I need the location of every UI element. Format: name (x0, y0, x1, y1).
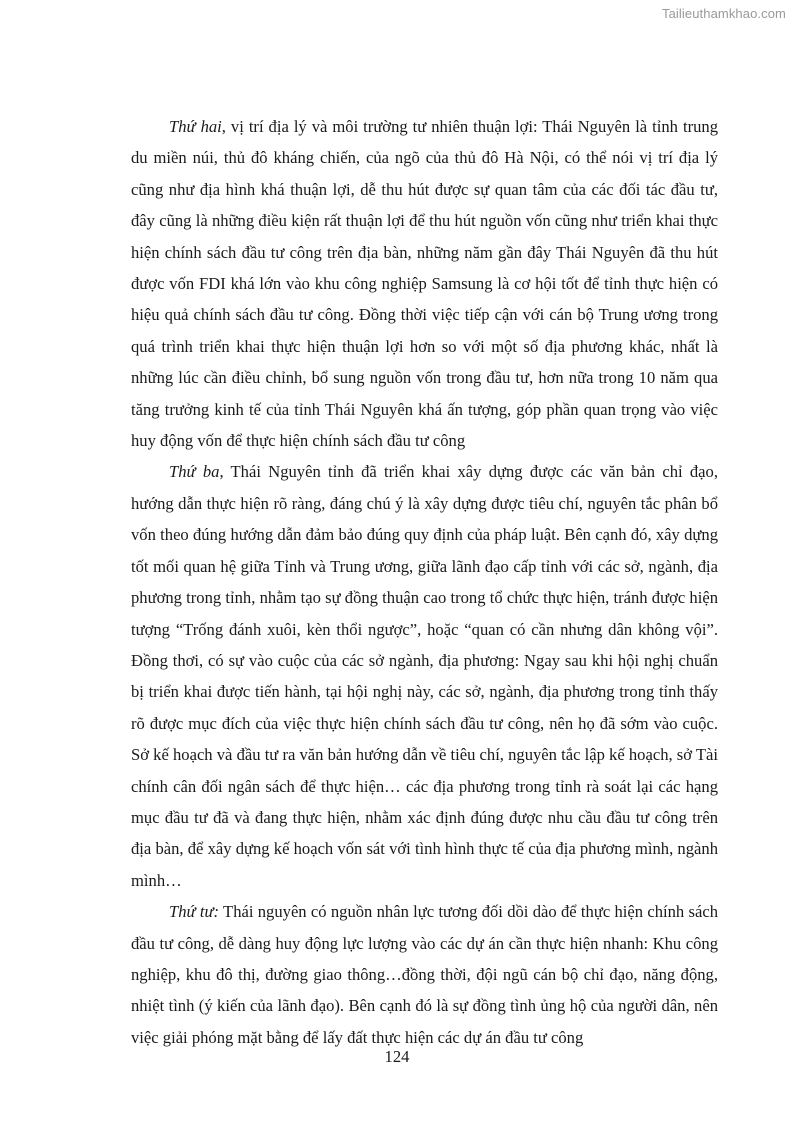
paragraph-lead: Thứ hai (169, 117, 222, 136)
page-number: 124 (384, 1047, 410, 1066)
paragraph-text: Thái nguyên có nguồn nhân lực tương đối dồi dào để thực hiện chính sách đầu tư công, dễ dàng huy động lực lượng vào các dự án cần thực hiện nhanh: Khu công nghiệp, khu đô thị, đường giao thông…đồng thời, đội ngũ cán bộ chỉ đạo, năng động, nhiệt tình (ý kiến của lãnh đạo). Bên cạnh đó là sự đồng tình ủng hộ của người dân, nên việc giải phóng mặt bằng để lấy đất thực hiện các dự án đầu tư công (131, 902, 718, 1047)
paragraph-lead: Thứ tư: (169, 902, 220, 922)
paragraph-lead: Thứ ba (169, 462, 220, 482)
paragraph-text: , Thái Nguyên tỉnh đã triển khai xây dựng được các văn bản chỉ đạo, hướng dẫn thực hiện rõ ràng, đáng chú ý là xây dựng được tiêu chí, nguyên tắc phân bổ vốn theo đúng hướng dẫn đảm bảo đúng quy định của pháp luật. Bên cạnh đó, xây dựng tốt mối quan hệ giữa Tỉnh và Trung ương, giữa lãnh đạo cấp tỉnh với các sở, ngành, địa phương trong tỉnh, nhằm tạo sự đồng thuận cao trong tổ chức thực hiện, tránh được hiện tượng “Trống đánh xuôi, kèn thổi ngược”, hoặc “quan có cần nhưng dân không vội”. Đồng thơi, có sự vào cuộc của các sở ngành, địa phương: Ngay sau khi hội nghị chuẩn bị triển khai được tiến hành, tại hội nghị này, các sở, ngành, địa phương trong tỉnh thấy rõ được mục đích của việc thực hiện chính sách đầu tư công, nên họ đã sớm vào cuộc. Sở kế hoạch và đầu tư ra văn bản hướng dẫn về tiêu chí, nguyên tắc lập kế hoạch, sở Tài chính cân đối ngân sách để thực hiện… các địa phương trong tỉnh rà soát lại các hạng mục đầu tư đã và đang thực hiện, nhằm xác định đúng được nhu cầu đầu tư công trên địa bàn, để xây dựng kế hoạch vốn sát với tình hình thực tế của địa phương mình, ngành mình… (131, 462, 718, 890)
document-body (131, 111, 718, 1053)
paragraph-text: , vị trí địa lý và môi trường tư nhiên thuận lợi: Thái Nguyên là tỉnh trung du miền núi, thủ đô kháng chiến, của ngõ của thủ đô Hà Nội, có thể nói vị trí địa lý cũng như địa hình khá thuận lợi, dễ thu hút được sự quan tâm của các đối tác đầu tư, đây cũng là những điều kiện rất thuận lợi để thu hút nguồn vốn cũng như triển khai thực hiện chính sách đầu tư công trên địa bàn, những năm gần đây Thái Nguyên đã thu hút được vốn FDI khá lớn vào khu công nghiệp Samsung là cơ hội tốt để tỉnh thực hiện có hiệu quả chính sách đầu tư công. Đồng thời việc tiếp cận với cán bộ Trung ương trong quá trình triển khai thực hiện thuận lợi hơn so với một số địa phương khác, nhất là những lúc cần điều chỉnh, bổ sung nguồn vốn trong đầu tư, hơn nữa trong 10 năm qua tăng trưởng kinh tế của tỉnh Thái Nguyên khá ấn tượng, góp phần quan trọng vào việc huy động vốn để thực hiện chính sách đầu tư công (131, 117, 719, 451)
paragraph-thu-tu (131, 896, 718, 1053)
paragraph-thu-hai (131, 111, 718, 456)
watermark: Tailieuthamkhao.com (661, 6, 786, 21)
paragraph-thu-ba (131, 456, 718, 896)
